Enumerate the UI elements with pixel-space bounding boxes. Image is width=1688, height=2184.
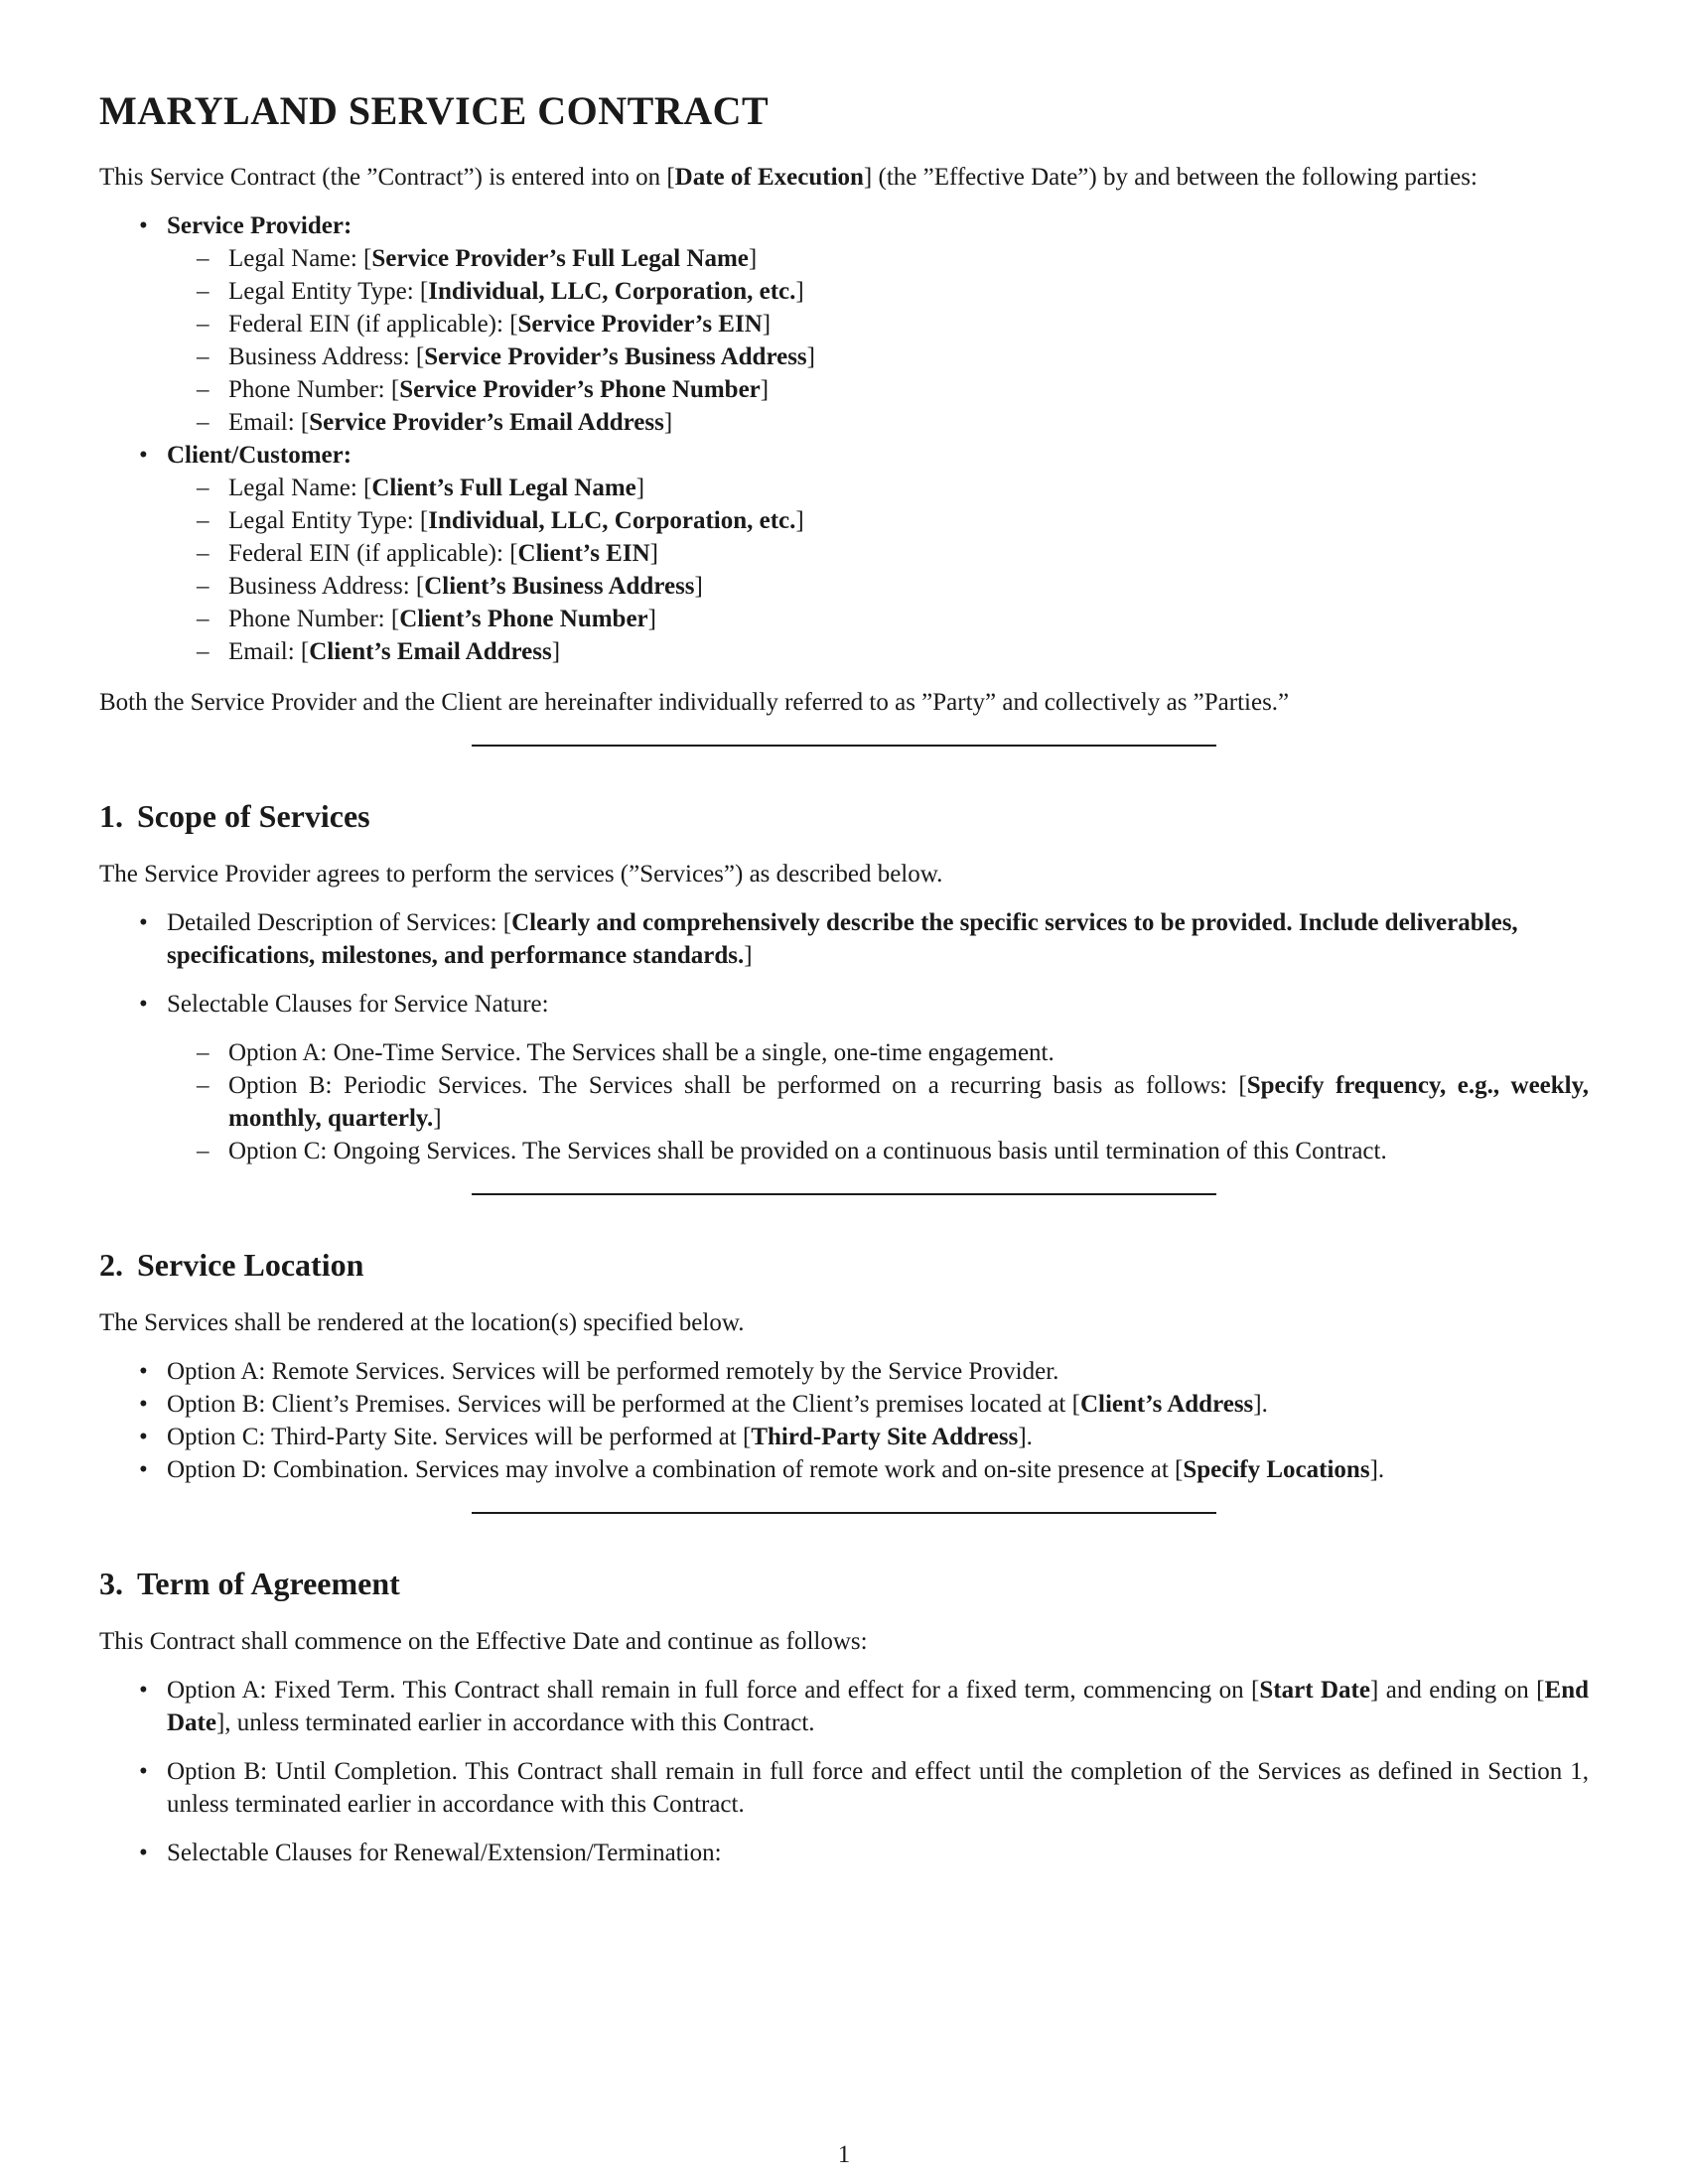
date-of-execution-placeholder: Date of Execution [674, 164, 864, 191]
provider-field: – Email: [Service Provider’s Email Address] [228, 406, 1589, 439]
client-field: – Business Address: [Client’s Business Address] [228, 570, 1589, 603]
services-description-placeholder: Clearly and comprehensively describe the specific services to be provided. Include deliverables, specifications, milestones, and performance standards. [167, 909, 1518, 969]
client-item [167, 439, 1589, 668]
location-option-d: • Option D: Combination. Services may involve a combination of remote work and on-site presence at [Specify Locations]. [167, 1453, 1589, 1486]
contract-page [99, 87, 1589, 1887]
section-2-list [99, 1355, 1589, 1486]
parties-list [99, 209, 1589, 668]
service-provider-fields [167, 242, 1589, 439]
section-3-intro: This Contract shall commence on the Effective Date and continue as follows: [99, 1628, 868, 1655]
section-1-heading: 1. Scope of Services [99, 798, 370, 834]
service-nature-options [167, 1036, 1589, 1167]
term-option-b: • Option B: Until Completion. This Contract shall remain in full force and effect until the completion of the Services as defined in Section 1, unless terminated earlier in accordance with this Contract. [167, 1755, 1589, 1821]
section-3-list [99, 1674, 1589, 1869]
provider-field: – Legal Name: [Service Provider’s Full Legal Name] [228, 242, 1589, 275]
provider-field: – Business Address: [Service Provider’s Business Address] [228, 341, 1589, 373]
section-divider [472, 745, 1216, 747]
client-heading: Client/Customer: [167, 442, 352, 469]
location-option-a: • Option A: Remote Services. Services will be performed remotely by the Service Provider. [167, 1355, 1589, 1388]
option-b-periodic: – Option B: Periodic Services. The Services shall be performed on a recurring basis as follows: [Specify frequency, e.g., weekly, monthly, quarterly.] [228, 1069, 1589, 1135]
section-3-heading: 3. Term of Agreement [99, 1566, 400, 1601]
services-description-item: • Detailed Description of Services: [Clearly and comprehensively describe the specific services to be provided. Include deliverables, specifications, milestones, and performance standards.] [167, 906, 1589, 972]
section-2-heading: 2. Service Location [99, 1247, 364, 1283]
page-number: 1 [837, 2141, 851, 2168]
client-field: – Legal Entity Type: [Individual, LLC, Corporation, etc.] [228, 504, 1589, 537]
option-c-ongoing: – Option C: Ongoing Services. The Services shall be provided on a continuous basis until termination of this Contract. [228, 1135, 1589, 1167]
intro-paragraph: This Service Contract (the ”Contract”) is entered into on [Date of Execution] (the ”Effective Date”) by and between the following parties: [99, 164, 1477, 191]
client-field: – Federal EIN (if applicable): [Client’s EIN] [228, 537, 1589, 570]
service-provider-heading: Service Provider: [167, 212, 352, 239]
section-divider [472, 1512, 1216, 1514]
section-2-intro: The Services shall be rendered at the location(s) specified below. [99, 1309, 745, 1336]
client-field: – Phone Number: [Client’s Phone Number] [228, 603, 1589, 635]
parties-definition: Both the Service Provider and the Client are hereinafter individually referred to as ”Party” and collectively as ”Parties.” [99, 689, 1290, 716]
client-field: – Email: [Client’s Email Address] [228, 635, 1589, 668]
term-option-a: • Option A: Fixed Term. This Contract shall remain in full force and effect for a fixed term, commencing on [Start Date] and ending on [End Date], unless terminated earlier in accordance with this Contract. [167, 1674, 1589, 1739]
option-a-one-time: – Option A: One-Time Service. The Services shall be a single, one-time engagement. [228, 1036, 1589, 1069]
provider-field: – Phone Number: [Service Provider’s Phone Number] [228, 373, 1589, 406]
service-nature-item: • Selectable Clauses for Service Nature: – Option A: One-Time Service. The Services shall be a single, one-time engagement. – Option B: Periodic Services. The Services shall be performed on a recurring basis as follows: [Specify frequency, e.g., weekly, monthly, quarterly.] – Option C: Ongoing Services. The Services shall be provided on a continuous basis until termination of this Contract. [167, 988, 1589, 1167]
renewal-clauses-item: • Selectable Clauses for Renewal/Extension/Termination: [167, 1837, 1589, 1869]
document-title: MARYLAND SERVICE CONTRACT [99, 88, 770, 133]
service-provider-item [167, 209, 1589, 439]
provider-field: – Legal Entity Type: [Individual, LLC, Corporation, etc.] [228, 275, 1589, 308]
location-option-c: • Option C: Third-Party Site. Services will be performed at [Third-Party Site Address]. [167, 1421, 1589, 1453]
section-divider [472, 1193, 1216, 1195]
client-fields [167, 472, 1589, 668]
section-1-list [99, 906, 1589, 1167]
provider-field: – Federal EIN (if applicable): [Service Provider’s EIN] [228, 308, 1589, 341]
location-option-b: • Option B: Client’s Premises. Services will be performed at the Client’s premises located at [Client’s Address]. [167, 1388, 1589, 1421]
section-1-intro: The Service Provider agrees to perform the services (”Services”) as described below. [99, 861, 943, 887]
client-field: – Legal Name: [Client’s Full Legal Name] [228, 472, 1589, 504]
